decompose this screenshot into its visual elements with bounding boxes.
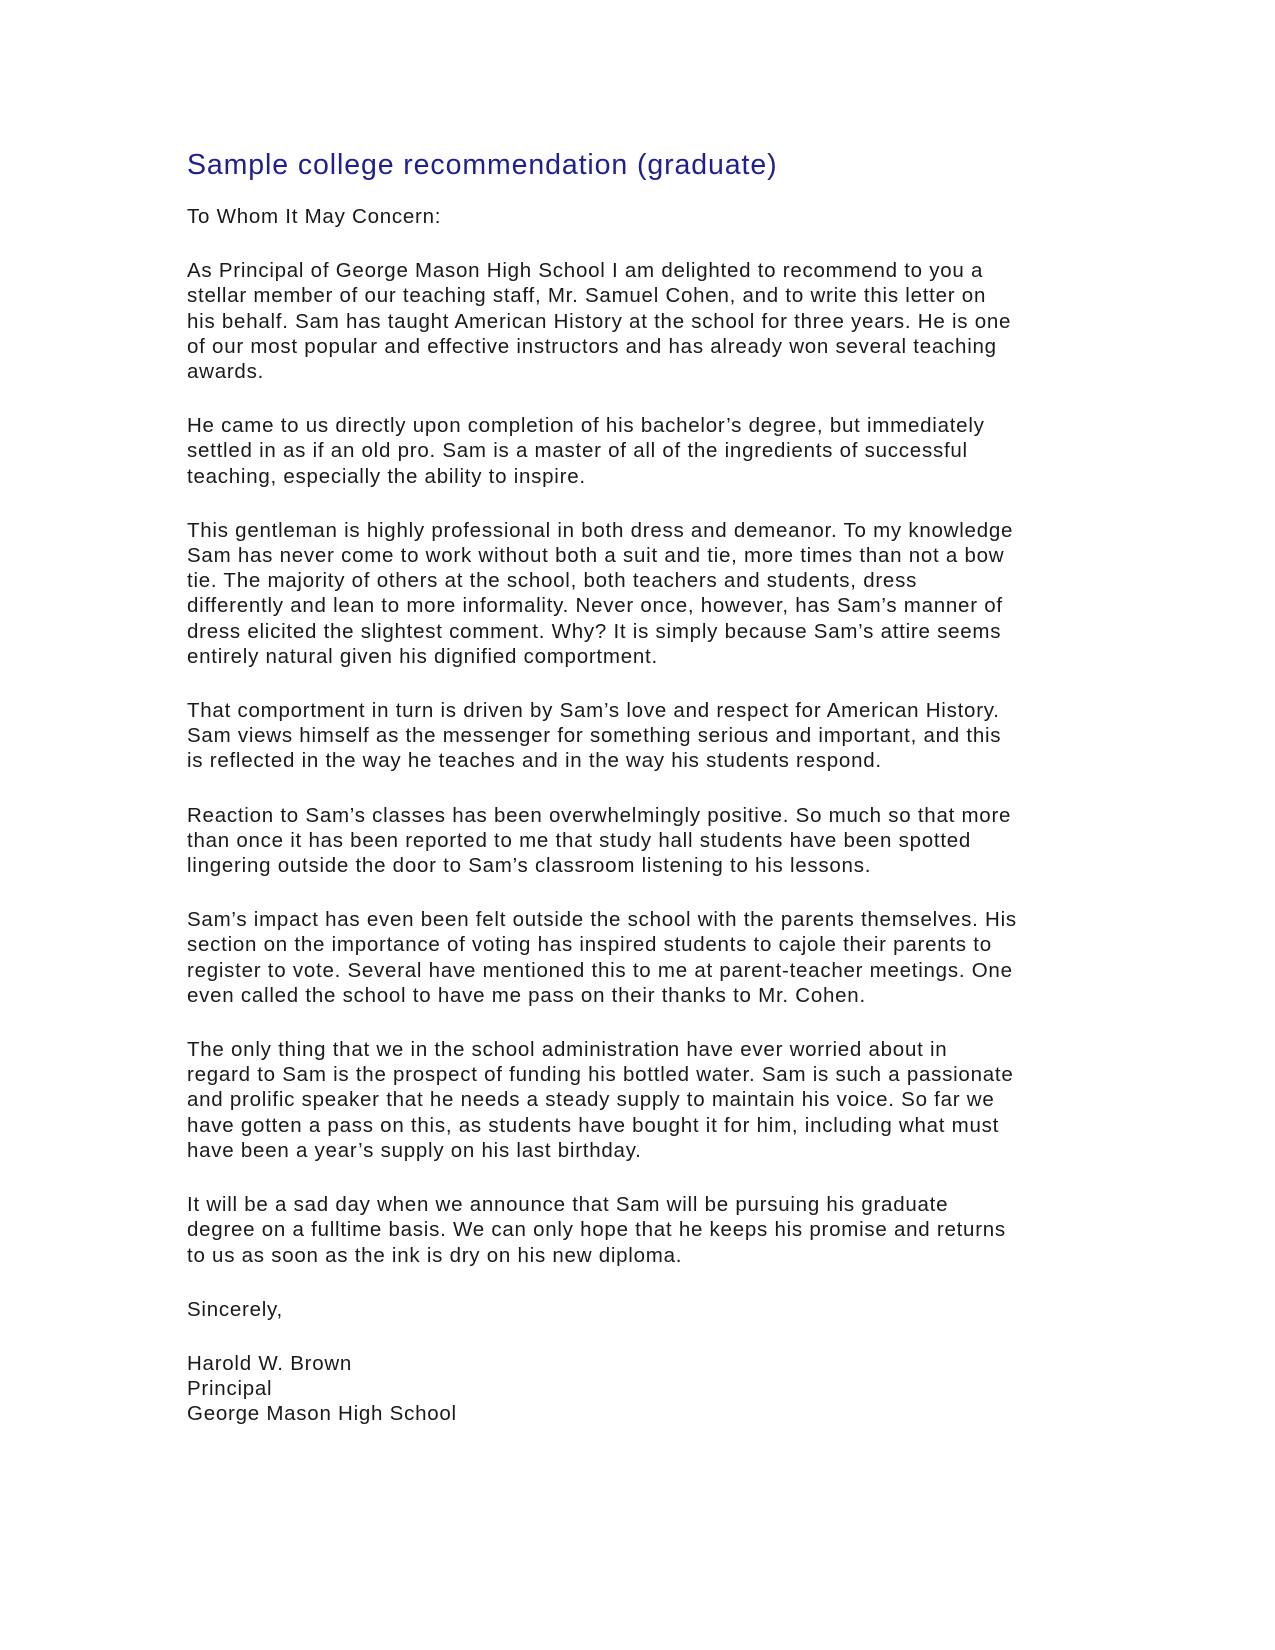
paragraph-line: teaching, especially the ability to inspire. (187, 464, 586, 488)
paragraph-6 (187, 907, 1087, 1008)
paragraph-line: Sam has never come to work without both a suit and tie, more times than not a bow (187, 544, 1005, 568)
closing: Sincerely, (187, 1297, 283, 1321)
paragraph-2 (187, 413, 1087, 489)
paragraph-1 (187, 258, 1087, 384)
paragraph-line: of our most popular and effective instructors and has already won several teaching (187, 334, 997, 358)
paragraph-line: than once it has been reported to me that study hall students have been spotted (187, 828, 972, 852)
paragraph-line: That comportment in turn is driven by Sam’s love and respect for American History. (187, 699, 1000, 723)
paragraph-line: entirely natural given his dignified comportment. (187, 644, 658, 668)
paragraph-line: He came to us directly upon completion of his bachelor’s degree, but immediately (187, 414, 985, 438)
paragraph-line: stellar member of our teaching staff, Mr. Samuel Cohen, and to write this letter on (187, 284, 987, 308)
paragraph-line: The only thing that we in the school administration have ever worried about in (187, 1038, 948, 1062)
signature-school: George Mason High School (187, 1402, 457, 1426)
paragraph-8 (187, 1192, 1087, 1268)
document-title: Sample college recommendation (graduate) (187, 149, 778, 181)
paragraph-line: differently and lean to more informality. Never once, however, has Sam’s manner of (187, 594, 1003, 618)
paragraph-line: Sam’s impact has even been felt outside the school with the parents themselves. His (187, 908, 1017, 932)
paragraph-line: lingering outside the door to Sam’s classroom listening to his lessons. (187, 854, 872, 878)
paragraph-line: have been a year’s supply on his last birthday. (187, 1138, 642, 1162)
paragraph-line: to us as soon as the ink is dry on his new diploma. (187, 1243, 683, 1267)
paragraph-line: Reaction to Sam’s classes has been overwhelmingly positive. So much so that more (187, 803, 1012, 827)
paragraph-3 (187, 518, 1087, 669)
signature-name: Harold W. Brown (187, 1351, 353, 1375)
paragraph-line: and prolific speaker that he needs a steady supply to maintain his voice. So far we (187, 1088, 995, 1112)
paragraph-4 (187, 698, 1087, 774)
signature-position: Principal (187, 1377, 273, 1401)
letter-body (187, 258, 1087, 1268)
paragraph-line: settled in as if an old pro. Sam is a master of all of the ingredients of successful (187, 439, 968, 463)
paragraph-line: degree on a fulltime basis. We can only hope that he keeps his promise and returns (187, 1218, 1006, 1242)
paragraph-5 (187, 803, 1087, 879)
paragraph-line: even called the school to have me pass on their thanks to Mr. Cohen. (187, 983, 866, 1007)
salutation: To Whom It May Concern: (187, 205, 442, 228)
paragraph-line: is reflected in the way he teaches and in the way his students respond. (187, 749, 882, 773)
paragraph-line: have gotten a pass on this, as students have bought it for him, including what must (187, 1113, 1000, 1137)
paragraph-7 (187, 1037, 1087, 1163)
paragraph-line: This gentleman is highly professional in both dress and demeanor. To my knowledge (187, 518, 1014, 542)
paragraph-line: awards. (187, 360, 265, 384)
paragraph-line: section on the importance of voting has inspired students to cajole their parents to (187, 933, 992, 957)
paragraph-line: As Principal of George Mason High School I am delighted to recommend to you a (187, 259, 984, 283)
paragraph-line: his behalf. Sam has taught American History at the school for three years. He is one (187, 309, 1012, 333)
paragraph-line: It will be a sad day when we announce that Sam will be pursuing his graduate (187, 1193, 949, 1217)
signature-block (187, 1351, 1087, 1427)
paragraph-line: regard to Sam is the prospect of funding his bottled water. Sam is such a passionate (187, 1063, 1014, 1087)
paragraph-line: Sam views himself as the messenger for something serious and important, and this (187, 724, 1002, 748)
paragraph-line: tie. The majority of others at the school, both teachers and students, dress (187, 569, 918, 593)
paragraph-line: dress elicited the slightest comment. Why? It is simply because Sam’s attire seems (187, 619, 1002, 643)
paragraph-line: register to vote. Several have mentioned this to me at parent-teacher meetings. One (187, 958, 1013, 982)
letter-content (187, 148, 1087, 1427)
